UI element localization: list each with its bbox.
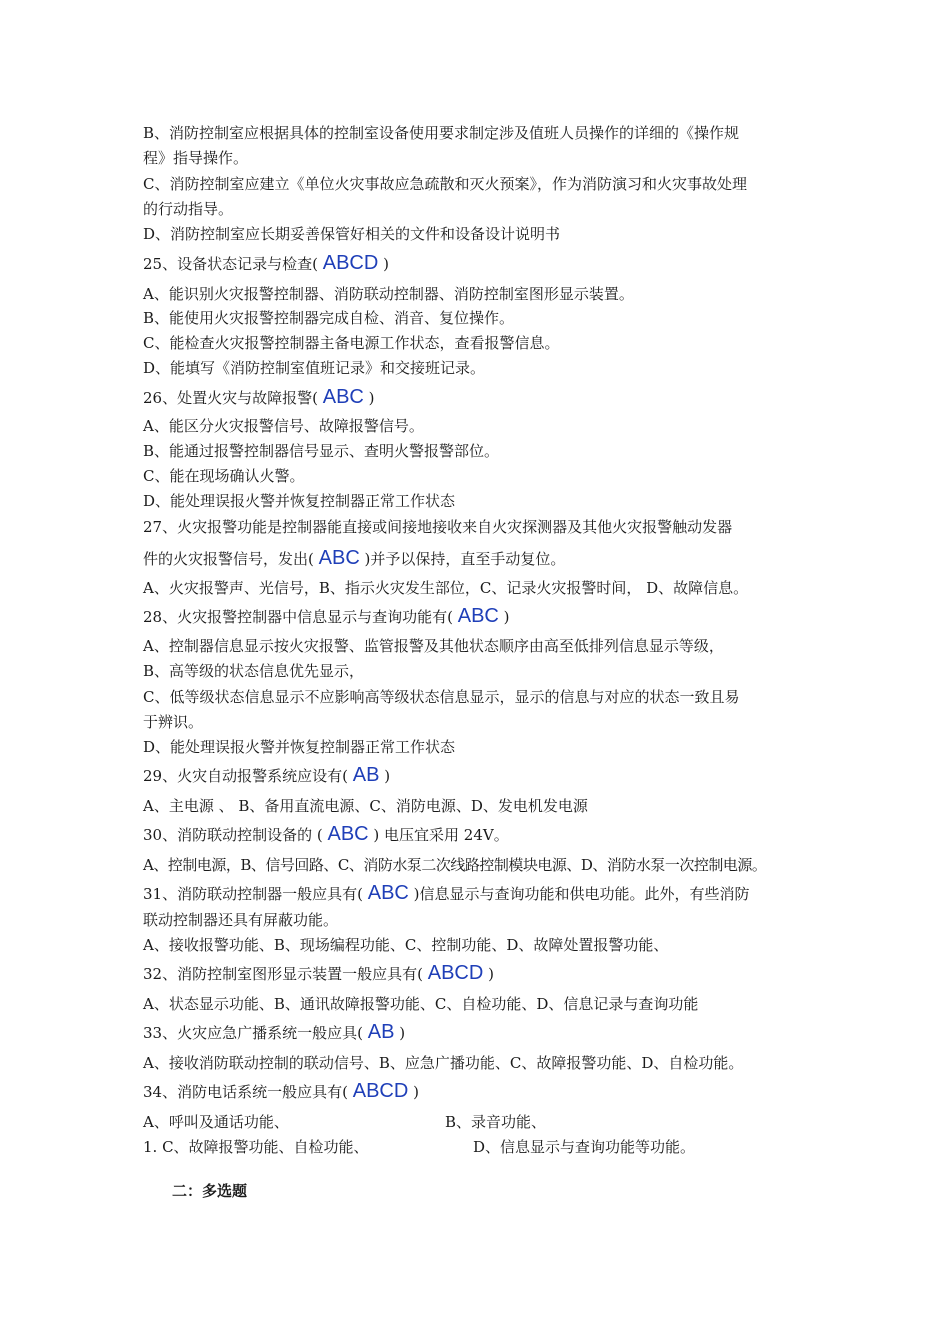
question-28 <box>143 606 510 627</box>
option-text: A、接收报警功能、B、现场编程功能、C、控制功能、D、故障处置报警功能、 <box>143 936 669 954</box>
question-29 <box>143 765 390 786</box>
option-text: D、能填写《消防控制室值班记录》和交接班记录。 <box>143 359 486 377</box>
option-text: A、火灾报警声、光信号，B、指示火灾发生部位，C、记录火灾报警时间， D、故障信息。 <box>143 579 749 597</box>
option-row <box>143 1112 823 1132</box>
option-text: A、呼叫及通话功能、 <box>143 1113 289 1131</box>
question-31 <box>143 883 750 904</box>
answer-label: ABC <box>457 605 499 627</box>
option-text: 于辨识。 <box>143 713 204 731</box>
question-text: 25、设备状态记录与检查( <box>143 255 318 273</box>
option-text: D、信息显示与查询功能等功能。 <box>473 1138 696 1156</box>
option-text: A、控制器信息显示按火灾报警、监管报警及其他状态顺序由高至低排列信息显示等级， <box>143 637 724 655</box>
option-text: C、低等级状态信息显示不应影响高等级状态信息显示，显示的信息与对应的状态一致且易 <box>143 688 740 706</box>
option-text: B、高等级的状态信息优先显示， <box>143 662 365 680</box>
option-text: A、接收消防联动控制的联动信号、B、应急广播功能、C、故障报警功能、D、自检功能。 <box>143 1054 744 1072</box>
question-text: ) <box>503 608 510 626</box>
option-text: C、能检查火灾报警控制器主备电源工作状态，查看报警信息。 <box>143 334 560 352</box>
option-text: B、录音功能、 <box>445 1113 547 1131</box>
option-text: 程》指导操作。 <box>143 149 249 167</box>
option-text: 的行动指导。 <box>143 200 234 218</box>
question-text: ) <box>384 767 391 785</box>
answer-label: ABC <box>327 823 369 845</box>
option-text: B、消防控制室应根据具体的控制室设备使用要求制定涉及值班人员操作的详细的《操作规 <box>143 124 740 142</box>
answer-label: ABC <box>322 386 364 408</box>
question-text: 31、消防联动控制器一般应具有( <box>143 885 363 903</box>
answer-label: AB <box>367 1021 395 1043</box>
question-text: ) <box>399 1024 406 1042</box>
answer-label: ABCD <box>427 962 484 984</box>
question-text: ) 电压宜采用 24V。 <box>373 826 509 844</box>
question-text: 件的火灾报警信号，发出( <box>143 550 314 568</box>
question-text: 32、消防控制室图形显示装置一般应具有( <box>143 965 423 983</box>
question-32 <box>143 963 494 984</box>
answer-label: ABCD <box>352 1080 409 1102</box>
option-text: D、能处理误报火警并恢复控制器正常工作状态 <box>143 738 456 756</box>
question-text: ) <box>413 1083 419 1101</box>
question-text: 33、火灾应急广播系统一般应具( <box>143 1024 363 1042</box>
option-text: C、能在现场确认火警。 <box>143 467 305 485</box>
question-text: ) <box>368 389 375 407</box>
option-text: C、消防控制室应建立《单位火灾事故应急疏散和灭火预案》，作为消防演习和火灾事故处理 <box>143 175 747 193</box>
option-text: B、能通过报警控制器信号显示、查明火警报警部位。 <box>143 442 500 460</box>
question-25 <box>143 253 389 274</box>
question-30 <box>143 824 509 845</box>
option-text: D、能处理误报火警并恢复控制器正常工作状态 <box>143 492 456 510</box>
question-text: ) <box>488 965 494 983</box>
option-row <box>143 1137 823 1157</box>
option-text: A、状态显示功能、B、通讯故障报警功能、C、自检功能、D、信息记录与查询功能 <box>143 995 699 1013</box>
question-text: 28、火灾报警控制器中信息显示与查询功能有( <box>143 608 453 626</box>
option-text: D、消防控制室应长期妥善保管好相关的文件和设备设计说明书 <box>143 225 561 243</box>
question-27: 27、火灾报警功能是控制器能直接或间接地接收来自火灾探测器及其他火灾报警触动发器 <box>143 518 733 536</box>
answer-label: ABCD <box>322 252 379 274</box>
question-text: 30、消防联动控制设备的 ( <box>143 826 323 844</box>
question-text: 26、处置火灾与故障报警( <box>143 389 318 407</box>
question-27-cont <box>143 548 565 569</box>
option-text: B、能使用火灾报警控制器完成自检、消音、复位操作。 <box>143 309 515 327</box>
answer-label: ABC <box>318 547 360 569</box>
option-text: A、主电源 、 B、备用直流电源、C、消防电源、D、发电机发电源 <box>143 797 588 815</box>
answer-label: ABC <box>367 882 409 904</box>
question-26 <box>143 387 375 408</box>
question-text: )并予以保持，直至手动复位。 <box>364 550 566 568</box>
question-text: 34、消防电话系统一般应具有( <box>143 1083 348 1101</box>
question-text: ) <box>383 255 389 273</box>
option-text: A、能区分火灾报警信号、故障报警信号。 <box>143 417 424 435</box>
option-text: 联动控制器还具有屏蔽功能。 <box>143 911 339 929</box>
option-text: A、控制电源，B、信号回路、C、消防水泵二次线路控制模块电源、D、消防水泵一次控制电源。 <box>143 856 767 874</box>
question-text: )信息显示与查询功能和供电功能。此外，有些消防 <box>413 885 750 903</box>
question-text: 29、火灾自动报警系统应设有( <box>143 767 348 785</box>
option-text: A、能识别火灾报警控制器、消防联动控制器、消防控制室图形显示装置。 <box>143 285 634 303</box>
section-heading: 二：多选题 <box>172 1182 248 1200</box>
question-33 <box>143 1022 405 1043</box>
question-34 <box>143 1081 419 1102</box>
answer-label: AB <box>352 764 380 786</box>
option-text: 1. C、故障报警功能、自检功能、 <box>143 1138 369 1156</box>
